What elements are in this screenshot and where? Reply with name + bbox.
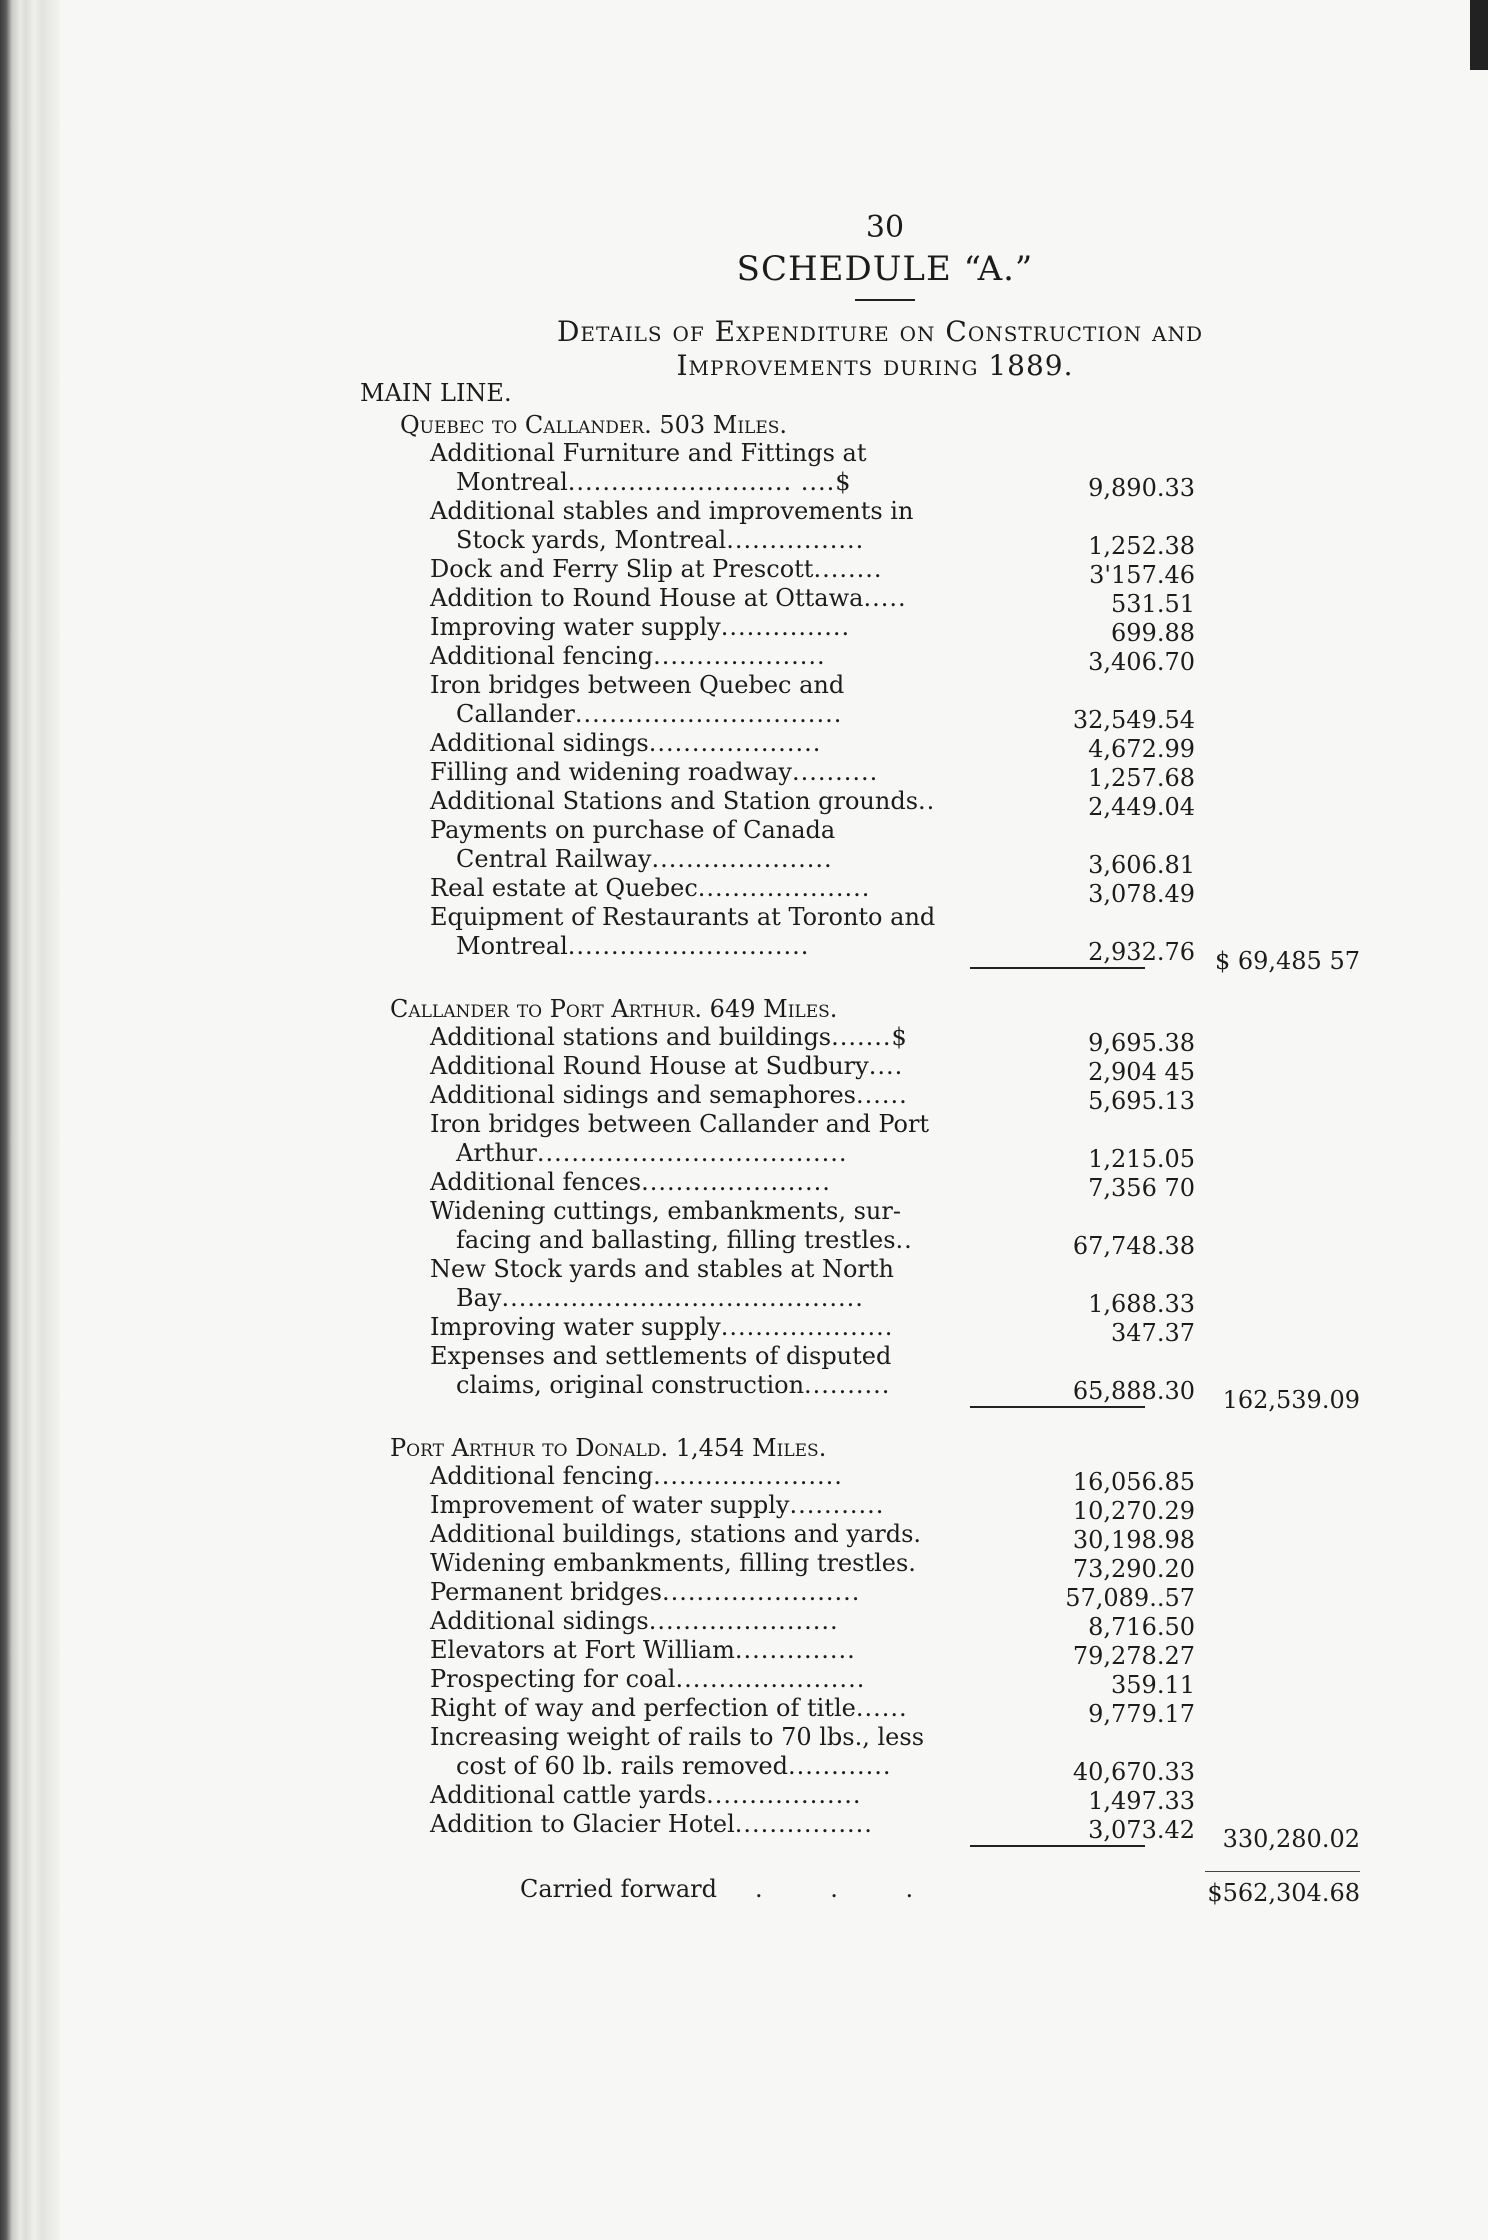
leader-dots: ...... xyxy=(855,1081,908,1109)
item-amount: 3'157.46 xyxy=(1089,561,1195,589)
page-number: 30 xyxy=(865,210,905,245)
item-amount: 1,215.05 xyxy=(1088,1145,1195,1173)
expenditure-row xyxy=(360,497,1195,560)
section-items xyxy=(360,1462,1195,1844)
leader-dots: ...... xyxy=(855,1694,908,1722)
item-text: Additional cattle yards xyxy=(430,1781,707,1809)
expenditure-row xyxy=(360,1462,1195,1496)
item-amount: 5,695.13 xyxy=(1088,1087,1195,1115)
item-text: Additional sidings and semaphores xyxy=(430,1081,856,1109)
section-title: Port Arthur to Donald. 1,454 Miles. xyxy=(390,1434,827,1462)
leader-dots: ...................... xyxy=(675,1665,866,1693)
item-description xyxy=(430,642,975,671)
item-description xyxy=(430,816,975,874)
expenditure-row xyxy=(360,1081,1195,1115)
item-text: Additional sidings xyxy=(430,1607,649,1635)
item-amount: 699.88 xyxy=(1111,619,1195,647)
expenditure-row xyxy=(360,1694,1195,1728)
section-items xyxy=(360,1023,1195,1405)
item-text: Additional Round House at Sudbury xyxy=(430,1052,869,1080)
leader-dots: ............ xyxy=(788,1752,892,1780)
item-continuation xyxy=(430,468,975,497)
leader-dots: ................ xyxy=(734,1810,873,1838)
item-text: Addition to Round House at Ottawa xyxy=(430,584,864,612)
item-description xyxy=(430,439,975,497)
leader-dots: .................................... xyxy=(536,1139,848,1167)
item-description xyxy=(430,613,975,642)
item-amount: 1,688.33 xyxy=(1088,1290,1195,1318)
subtotal-rule xyxy=(970,1406,1145,1408)
item-description xyxy=(430,555,975,584)
leader-dots: ............... xyxy=(720,613,851,641)
leader-dots: ....................... xyxy=(661,1578,861,1606)
section-items xyxy=(360,439,1195,966)
leader-dots: .......................................... xyxy=(501,1284,864,1312)
item-continuation xyxy=(430,1139,975,1168)
item-text: Expenses and settlements of disputed xyxy=(430,1342,892,1370)
item-amount: 1,252.38 xyxy=(1088,532,1195,560)
item-text: Additional buildings, stations and yards. xyxy=(430,1520,922,1548)
item-text: Additional fences xyxy=(430,1168,642,1196)
item-amount: 2,904 45 xyxy=(1088,1058,1195,1086)
item-description xyxy=(430,1694,975,1723)
section-total: 162,539.09 xyxy=(1222,1386,1360,1414)
carried-forward-label: Carried forward xyxy=(520,1875,717,1903)
item-amount: 65,888.30 xyxy=(1072,1377,1195,1405)
leader-dots: .. xyxy=(918,787,936,815)
item-amount: 79,278.27 xyxy=(1072,1642,1195,1670)
item-continuation xyxy=(430,845,975,874)
item-text: Widening embankments, filling trestles. xyxy=(430,1549,916,1577)
item-amount: 1,497.33 xyxy=(1088,1787,1195,1815)
item-text: Iron bridges between Callander and Port xyxy=(430,1110,930,1138)
item-text: Equipment of Restaurants at Toronto and xyxy=(430,903,936,931)
carried-forward-rule xyxy=(1205,1871,1360,1872)
item-amount: 1,257.68 xyxy=(1088,764,1195,792)
item-continuation xyxy=(430,932,975,961)
item-amount: 10,270.29 xyxy=(1072,1497,1195,1525)
item-text: Permanent bridges xyxy=(430,1578,662,1606)
subtotal-rule xyxy=(970,967,1145,969)
expenditure-row xyxy=(360,1723,1195,1786)
leader-dots: ........ xyxy=(813,555,883,583)
item-text: Real estate at Quebec xyxy=(430,874,698,902)
item-description xyxy=(430,584,975,613)
item-continuation-text: Arthur xyxy=(456,1139,537,1167)
item-description xyxy=(430,1110,975,1168)
item-description xyxy=(430,1578,975,1607)
leader-dots: .................... xyxy=(648,729,822,757)
item-continuation-text: Central Railway xyxy=(456,845,652,873)
leader-dots: ...................... xyxy=(653,1462,843,1490)
item-description xyxy=(430,1636,975,1665)
item-continuation-text: facing and ballasting, filling trestles xyxy=(456,1226,896,1254)
expenditure-row xyxy=(360,816,1195,879)
item-amount: 40,670.33 xyxy=(1072,1758,1195,1786)
item-text: Dock and Ferry Slip at Prescott xyxy=(430,555,814,583)
item-continuation-text: claims, original construction xyxy=(456,1371,805,1399)
item-amount: 3,406.70 xyxy=(1088,648,1195,676)
item-text: Addition to Glacier Hotel xyxy=(430,1810,735,1838)
expenditure-row xyxy=(360,787,1195,821)
item-description xyxy=(430,1197,975,1255)
section-total: 330,280.02 xyxy=(1222,1825,1360,1853)
item-continuation xyxy=(430,1752,975,1781)
item-continuation xyxy=(430,700,975,729)
section-title: Quebec to Callander. 503 Miles. xyxy=(400,411,788,439)
item-text: Improving water supply xyxy=(430,613,721,641)
expenditure-row xyxy=(360,1023,1195,1057)
item-amount: 347.37 xyxy=(1111,1319,1195,1347)
leader-dots: ..... xyxy=(863,584,907,612)
item-amount: 9,890.33 xyxy=(1088,474,1195,502)
expenditure-row xyxy=(360,671,1195,734)
item-description xyxy=(430,1462,975,1491)
item-description xyxy=(430,787,975,816)
document-page xyxy=(360,210,1360,1915)
item-text: Widening cuttings, embankments, sur- xyxy=(430,1197,901,1225)
carried-forward-row xyxy=(360,1875,1360,1915)
item-amount: 3,606.81 xyxy=(1088,851,1195,879)
item-continuation-text: Bay xyxy=(456,1284,502,1312)
leader-dots: .................... xyxy=(720,1313,894,1341)
item-description xyxy=(430,497,975,555)
item-description xyxy=(430,1168,975,1197)
item-amount: 32,549.54 xyxy=(1072,706,1195,734)
item-description xyxy=(430,1052,975,1081)
item-description xyxy=(430,1023,975,1052)
heading-line-2: Improvements during 1889. xyxy=(676,349,1074,382)
leader-dots: .......$ xyxy=(831,1023,908,1051)
item-amount: 16,056.85 xyxy=(1072,1468,1195,1496)
item-text: Payments on purchase of Canada xyxy=(430,816,836,844)
expenditure-row xyxy=(360,613,1195,647)
expenditure-row xyxy=(360,874,1195,908)
expenditure-row xyxy=(360,758,1195,792)
item-description xyxy=(430,671,975,729)
item-text: Additional sidings xyxy=(430,729,649,757)
section-total: $ 69,485 57 xyxy=(1214,947,1360,975)
item-description xyxy=(430,1491,975,1520)
item-amount: 359.11 xyxy=(1111,1671,1195,1699)
document-heading xyxy=(360,315,1360,383)
item-text: Additional fencing xyxy=(430,1462,654,1490)
section-title: Callander to Port Arthur. 649 Miles. xyxy=(390,995,838,1023)
item-amount: 531.51 xyxy=(1111,590,1195,618)
scan-border xyxy=(1470,0,1488,70)
leader-dots: ............................ xyxy=(567,932,810,960)
item-description xyxy=(430,1665,975,1694)
item-text: Iron bridges between Quebec and xyxy=(430,671,845,699)
leader-dots: ..................... xyxy=(651,845,833,873)
item-continuation xyxy=(430,526,975,555)
item-text: Additional stables and improvements in xyxy=(430,497,914,525)
item-description xyxy=(430,1342,975,1400)
heading-line-1: Details of Expenditure on Construction and xyxy=(556,315,1203,348)
item-text: Additional fencing xyxy=(430,642,654,670)
leader-dots: .......................... ....$ xyxy=(567,468,852,496)
expenditure-row xyxy=(360,1110,1195,1173)
leader-dots: ...................... xyxy=(641,1168,831,1196)
expenditure-row xyxy=(360,642,1195,676)
item-text: New Stock yards and stables at North xyxy=(430,1255,894,1283)
expenditure-row xyxy=(360,1052,1195,1086)
expenditure-row xyxy=(360,1636,1195,1670)
item-text: Improvement of water supply xyxy=(430,1491,790,1519)
expenditure-row xyxy=(360,439,1195,502)
item-amount: 9,779.17 xyxy=(1088,1700,1195,1728)
leader-dots: .. xyxy=(895,1226,913,1254)
item-amount: 9,695.38 xyxy=(1088,1029,1195,1057)
expenditure-row xyxy=(360,903,1195,966)
title-rule xyxy=(855,299,915,301)
expenditure-row xyxy=(360,729,1195,763)
item-description xyxy=(430,1781,975,1810)
item-text: Increasing weight of rails to 70 lbs., less xyxy=(430,1723,925,1751)
item-text: Right of way and perfection of title xyxy=(430,1694,856,1722)
item-amount: 3,073.42 xyxy=(1088,1816,1195,1844)
item-continuation xyxy=(430,1226,975,1255)
item-continuation xyxy=(430,1371,975,1400)
item-text: Filling and widening roadway xyxy=(430,758,792,786)
item-amount: 8,716.50 xyxy=(1088,1613,1195,1641)
item-continuation xyxy=(430,1284,975,1313)
leader-dots: ........... xyxy=(789,1491,885,1519)
item-amount: 73,290.20 xyxy=(1072,1555,1195,1583)
leader-dots: .......... xyxy=(804,1371,891,1399)
item-text: Additional Stations and Station grounds xyxy=(430,787,919,815)
leader-dots: .............. xyxy=(734,1636,856,1664)
item-text: Additional Furniture and Fittings at xyxy=(430,439,867,467)
leader-dots: .... xyxy=(868,1052,904,1080)
item-amount: 67,748.38 xyxy=(1072,1232,1195,1260)
expenditure-row xyxy=(360,1197,1195,1260)
item-amount: 57,089..57 xyxy=(1065,1584,1195,1612)
item-continuation-text: Callander xyxy=(456,700,575,728)
carried-forward-amount: $562,304.68 xyxy=(1207,1879,1360,1907)
item-continuation-text: Montreal xyxy=(456,468,568,496)
leader-dots: ............................... xyxy=(574,700,843,728)
item-description xyxy=(430,1255,975,1313)
item-description xyxy=(430,729,975,758)
item-text: Additional stations and buildings xyxy=(430,1023,832,1051)
leader-dots: ...................... xyxy=(648,1607,839,1635)
item-text: Elevators at Fort William xyxy=(430,1636,735,1664)
expenditure-row xyxy=(360,1255,1195,1318)
expenditure-row xyxy=(360,1342,1195,1405)
item-continuation-text: Stock yards, Montreal xyxy=(456,526,727,554)
leader-dots: .......... xyxy=(791,758,879,786)
item-description xyxy=(430,1810,975,1839)
expenditure-row xyxy=(360,1810,1195,1844)
item-amount: 4,672.99 xyxy=(1088,735,1195,763)
main-line-label: MAIN LINE. xyxy=(360,379,512,407)
item-description xyxy=(430,1549,975,1578)
expenditure-row xyxy=(360,584,1195,618)
item-description xyxy=(430,1723,975,1781)
item-continuation-text: cost of 60 lb. rails removed xyxy=(456,1752,788,1780)
item-text: Improving water supply xyxy=(430,1313,721,1341)
item-description xyxy=(430,874,975,903)
expenditure-row xyxy=(360,1520,1195,1554)
item-amount: 7,356 70 xyxy=(1088,1174,1195,1202)
schedule-title: SCHEDULE “A.” xyxy=(736,249,1034,289)
expenditure-row xyxy=(360,1781,1195,1815)
item-amount: 30,198.98 xyxy=(1072,1526,1195,1554)
expenditure-row xyxy=(360,1665,1195,1699)
expenditure-sections xyxy=(360,411,1360,1869)
item-continuation-text: Montreal xyxy=(456,932,568,960)
leader-dots: .................... xyxy=(653,642,826,670)
item-description xyxy=(430,1607,975,1636)
expenditure-row xyxy=(360,1168,1195,1202)
item-description xyxy=(430,1520,975,1549)
expenditure-row xyxy=(360,1549,1195,1583)
expenditure-row xyxy=(360,555,1195,589)
expenditure-row xyxy=(360,1313,1195,1347)
item-amount: 2,449.04 xyxy=(1088,793,1195,821)
carried-forward-dots: . . . xyxy=(755,1875,944,1903)
book-spine-edge xyxy=(0,0,60,2240)
item-description xyxy=(430,1081,975,1110)
item-amount: 3,078.49 xyxy=(1088,880,1195,908)
leader-dots: ................ xyxy=(726,526,865,554)
leader-dots: .................... xyxy=(697,874,871,902)
expenditure-row xyxy=(360,1607,1195,1641)
item-description xyxy=(430,903,975,961)
leader-dots: .................. xyxy=(706,1781,862,1809)
subtotal-rule xyxy=(970,1845,1145,1847)
expenditure-row xyxy=(360,1491,1195,1525)
item-description xyxy=(430,758,975,787)
expenditure-row xyxy=(360,1578,1195,1612)
item-text: Prospecting for coal xyxy=(430,1665,676,1693)
item-description xyxy=(430,1313,975,1342)
item-amount: 2,932.76 xyxy=(1088,938,1195,966)
